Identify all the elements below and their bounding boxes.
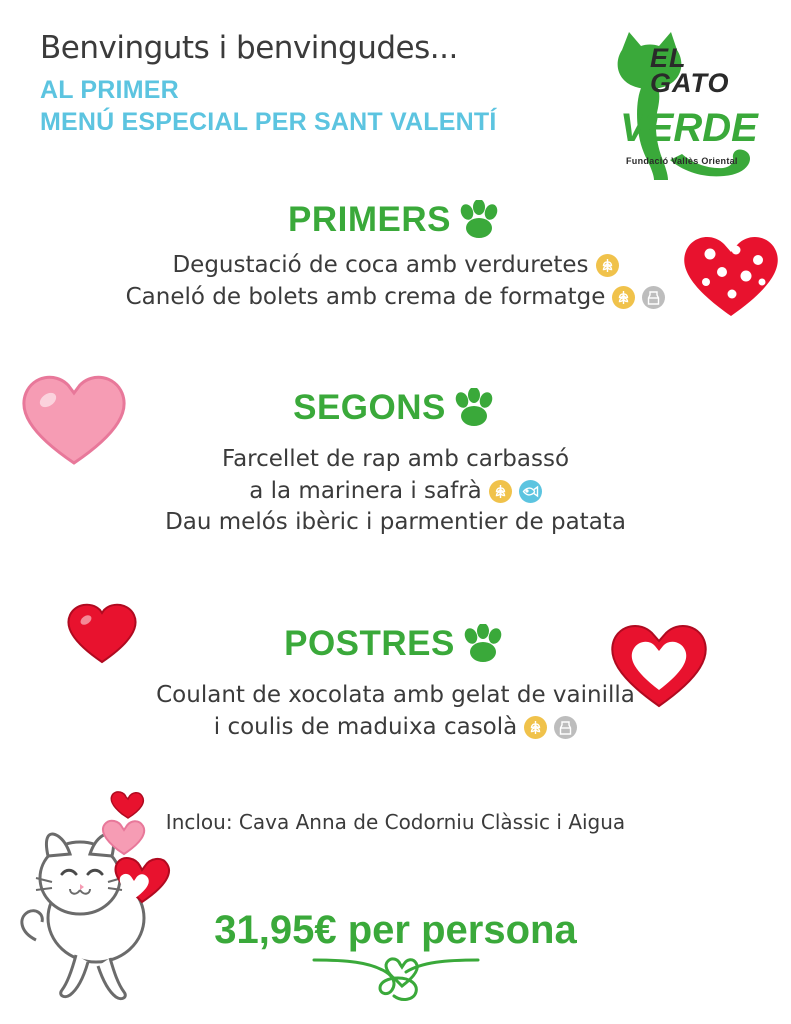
- allergen-gluten-icon: [489, 480, 512, 503]
- welcome-text: Benvinguts i benvingudes...: [40, 30, 458, 66]
- subtitle-line-2: MENÚ ESPECIAL PER SANT VALENTÍ: [40, 108, 497, 136]
- heart-swirl-divider: [0, 950, 791, 1014]
- menu-item-text: a la marinera i safrà: [249, 477, 482, 504]
- paw-print-icon: [452, 388, 498, 428]
- includes-text: Inclou: Cava Anna de Codorniu Clàssic i Aigua: [165, 810, 626, 834]
- section-title-segons-label: SEGONS: [293, 388, 446, 427]
- section-title-postres-label: POSTRES: [284, 624, 455, 663]
- menu-item: [0, 507, 791, 539]
- menu-item: [0, 476, 791, 508]
- menu-subtitle: [40, 74, 600, 138]
- menu-item-text: i coulis de maduixa casolà: [213, 713, 518, 740]
- allergen-milk-icon: [642, 286, 665, 309]
- section-postres: [0, 624, 791, 743]
- allergen-gluten-icon: [612, 286, 635, 309]
- allergen-milk-icon: [554, 716, 577, 739]
- paw-print-icon: [457, 200, 503, 240]
- section-title-primers: [288, 200, 503, 240]
- menu-item: [0, 250, 791, 282]
- section-title-postres: [284, 624, 507, 664]
- menu-item-text: Farcellet de rap amb carbassó: [221, 446, 570, 472]
- heart-swirl-icon: [306, 950, 486, 1010]
- menu-item: [0, 680, 791, 712]
- logo-verde: VERDE: [620, 106, 758, 150]
- section-title-segons: [293, 388, 498, 428]
- menu-item: [0, 712, 791, 744]
- logo-wordmark: [650, 43, 730, 98]
- allergen-gluten-icon: [596, 254, 619, 277]
- allergen-fish-icon: [519, 480, 542, 503]
- menu-item: [0, 282, 791, 314]
- allergen-gluten-icon: [524, 716, 547, 739]
- menu-item-text: Dau melós ibèric i parmentier de patata: [165, 509, 626, 536]
- logo-foundation: Fundació Vallès Oriental: [626, 156, 738, 166]
- menu-item: [0, 444, 791, 476]
- menu-item-text: Caneló de bolets amb crema de formatge: [125, 283, 606, 310]
- paw-print-icon: [461, 624, 507, 664]
- logo-gato: GATO: [650, 67, 730, 98]
- subtitle-line-1: AL PRIMER: [40, 76, 179, 104]
- header: [40, 30, 600, 138]
- logo-el: EL: [650, 43, 687, 73]
- price-text: 31,95€ per persona: [214, 908, 577, 952]
- menu-item-text: Coulant de xocolata amb gelat de vainilla: [156, 682, 635, 708]
- menu-item-text: Degustació de coca amb verduretes: [172, 252, 589, 278]
- logo: [584, 28, 769, 188]
- section-segons: [0, 388, 791, 539]
- section-primers: [0, 200, 791, 313]
- section-title-primers-label: PRIMERS: [288, 200, 451, 239]
